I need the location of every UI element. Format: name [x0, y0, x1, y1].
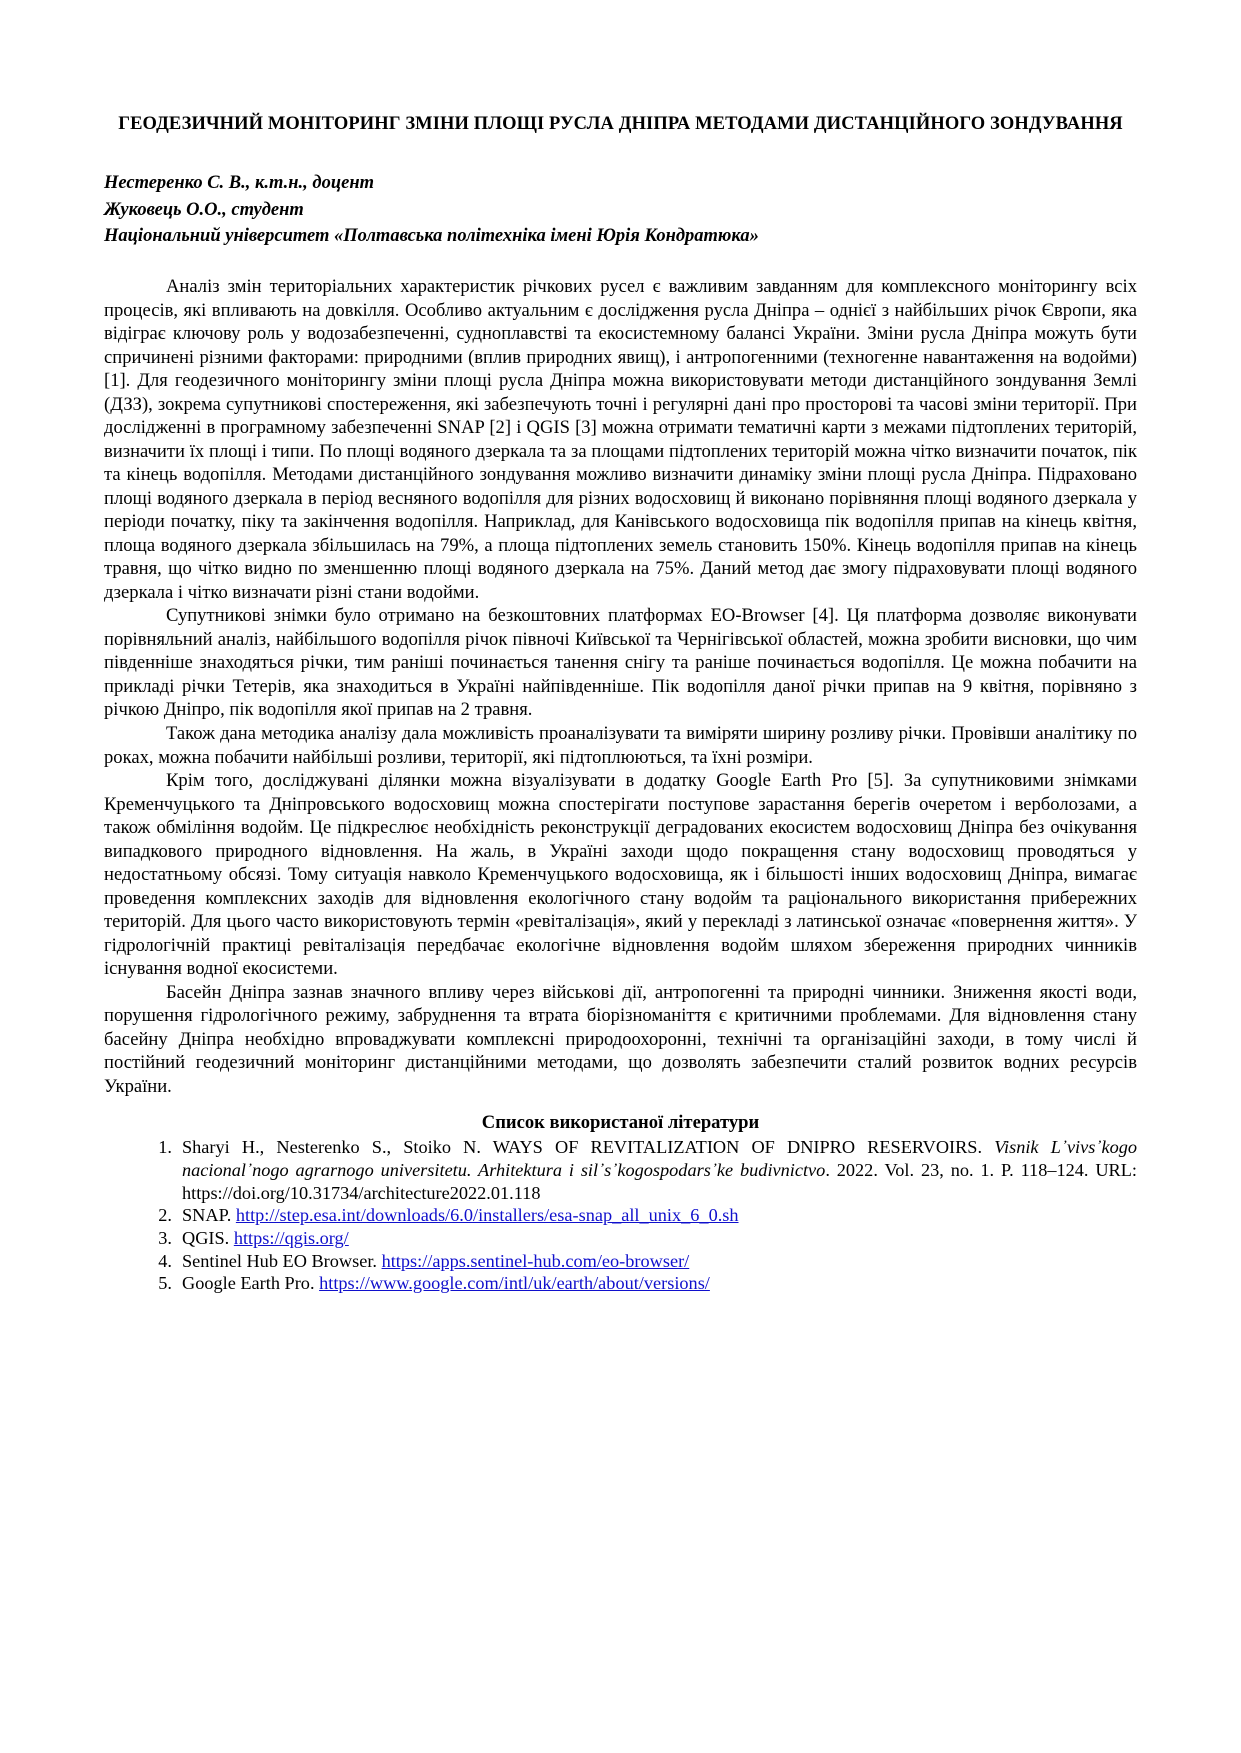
paragraph-3: Також дана методика аналізу дала можливість проаналізувати та виміряти ширину розливу річки. Провівши аналітику по роках, можна побачити найбільші розливи, території, які підтоплюються, та їхні розміри.: [104, 723, 1137, 768]
reference-label: QGIS.: [182, 1228, 234, 1248]
reference-number: 3.: [158, 1228, 172, 1248]
reference-text-italic: Visnik L᾽vіvs᾽kogo nacіonal᾽nogo agrarnogo unіversitetu. Arhіtektura і sіl᾽s᾽kogospodars᾽ke budіvnictvo: [182, 1137, 1137, 1180]
reference-number: 4.: [158, 1250, 172, 1271]
reference-label: SNAP.: [182, 1205, 236, 1226]
reference-link[interactable]: http://step.esa.int/downloads/6.0/installers/esa-snap_all_unix_6_0.sh: [235, 1205, 739, 1226]
reference-link[interactable]: https://www.google.com/intl/uk/earth/about/versions/: [319, 1273, 710, 1294]
reference-item: [104, 1250, 1137, 1273]
paragraph-2: Супутникові знімки було отримано на безкоштовних платформах ЕО-Browser [4]. Ця платформа дозволяє виконувати порівняльний аналіз, найбільшого водопілля річок півночі Київської та Чернігівської областей, можна зробити висновки, що чим південніше знаходяться річки, тим раніші починається танення снігу та раніше починається водопілля. Це можна побачити на прикладі річки Тетерів, яка знаходиться в Україні найпівденніше. Пік водопілля даної річки припав на 9 квітня, порівняно з річкою Дніпро, пік водопілля якої припав на 2 травня.: [104, 605, 1137, 721]
reference-number: 5.: [158, 1273, 172, 1294]
reference-item: [104, 1136, 1137, 1204]
reference-item: [104, 1272, 1137, 1295]
paragraph-5: Басейн Дніпра зазнав значного впливу через військові дії, антропогенні та природні чинники. Зниження якості води, порушення гідрологічного режиму, забруднення та втрата біорізноманіття є критичними проблемами. Для відновлення стану басейну Дніпра необхідно впроваджувати комплексні природоохоронні, технічні та організаційні заходи, в тому числі й постійний геодезичний моніторинг дистанційними методами, що дозволять забезпечити сталий розвиток водних ресурсів України.: [104, 981, 1137, 1097]
reference-number: 2.: [158, 1205, 172, 1226]
reference-text-part-1: Sharyi H., Nesterenko S., Stoiko N. WAYS OF REVITALIZATION OF DNIPRO RESERVOIRS.: [182, 1137, 995, 1158]
author-line-2: Жуковець О.О., студент: [104, 199, 304, 220]
paragraph-1: Аналіз змін територіальних характеристик річкових русел є важливим завданням для комплексного моніторингу всіх процесів, які впливають на довкілля. Особливо актуальним є дослідження русла Дніпра – однієї з найбільших річок Європи, яка відіграє ключову роль у водозабезпеченні, судноплавстві та екосистемному балансі України. Зміни русла Дніпра можуть бути спричинені різними факторами: природними (вплив природних явищ), і антропогенними (техногенне навантаження на водойми) [1]. Для геодезичного моніторингу зміни площі русла Дніпра можна використовувати методи дистанційного зондування Землі (ДЗЗ), зокрема супутникові спостереження, які забезпечують точні і регулярні дані про просторові та часові зміни території. При дослідженні в програмному забезпеченні SNAP [2] і QGIS [3] можна отримати тематичні карти з межами підтоплених територій, визначити їх площі і типи. По площі водяного дзеркала та за площами підтоплених територій можна чітко визначити початок, пік та кінець водопілля. Методами дистанційного зондування можливо визначити динаміку зміни площі русла Дніпра. Підраховано площі водяного дзеркала в період весняного водопілля для різних водосховищ й виконано порівняння площі водяного дзеркала у періоди початку, піку та закінчення водопілля. Наприклад, для Канівського водосховища пік водопілля припав на кінець квітня, площа водяного дзеркала збільшилась на 79%, а площа підтоплених земель становить 150%. Кінець водопілля припав на кінець травня, що чітко видно по зменшенню площі водяного дзеркала на 75%. Даний метод дає змогу підраховувати площі водяного дзеркала і чітко визначати різні стани водойми.: [104, 276, 1137, 603]
paragraph-4: Крім того, досліджувані ділянки можна візуалізувати в додатку Google Earth Pro [5]. За супутниковими знімками Кременчуцького та Дніпровського водосховищ можна спостерігати поступове зарастання берегів очеретом і верболозами, а також обміління водойм. Це підкреслює необхідність реконструкції деградованих екосистем водосховищ Дніпра без очікування випадкового природного відновлення. На жаль, в Україні заходи щодо покращення стану водосховищ проводяться у недостатньому обсязі. Тому ситуація навколо Кременчуцького водосховища, як і більшості інших водосховищ Дніпра, вимагає проведення комплексних заходів для відновлення екологічного стану водойм та раціонального використання прибережних територій. Для цього часто використовують термін «ревіталізація», який у перекладі з латинської означає «повернення життя». У гідрологічній практиці ревіталізація передбачає екологічне відновлення водойм шляхом збереження природних чинників існування водної екосистеми.: [104, 770, 1137, 980]
author-line-1: Нестеренко С. В., к.т.н., доцент: [104, 173, 374, 194]
reference-label: Google Earth Pro.: [182, 1273, 320, 1294]
reference-text-part-2: . 2022. Vol. 23, no. 1. P. 118–124. URL: https://doi.org/10.31734/architecture2022.01.118: [182, 1159, 1137, 1203]
page-title: ГЕОДЕЗИЧНИЙ МОНІТОРИНГ ЗМІНИ ПЛОЩІ РУСЛА ДНІПРА МЕТОДАМИ ДИСТАНЦІЙНОГО ЗОНДУВАННЯ: [118, 114, 1123, 134]
reference-item: [104, 1227, 1137, 1250]
reference-label: Sentinel Hub EO Browser.: [182, 1250, 382, 1271]
references-heading: Список використаної літератури: [481, 1112, 760, 1134]
reference-link[interactable]: https://apps.sentinel-hub.com/eo-browser/: [381, 1250, 690, 1271]
author-block: [104, 170, 1137, 249]
reference-link[interactable]: https://qgis.org/: [233, 1228, 349, 1248]
references-list: [104, 1136, 1137, 1295]
affiliation-line: Національний університет «Полтавська політехніка імені Юрія Кондратюка»: [104, 225, 759, 246]
reference-item: [104, 1204, 1137, 1227]
reference-number: 1.: [158, 1137, 172, 1158]
